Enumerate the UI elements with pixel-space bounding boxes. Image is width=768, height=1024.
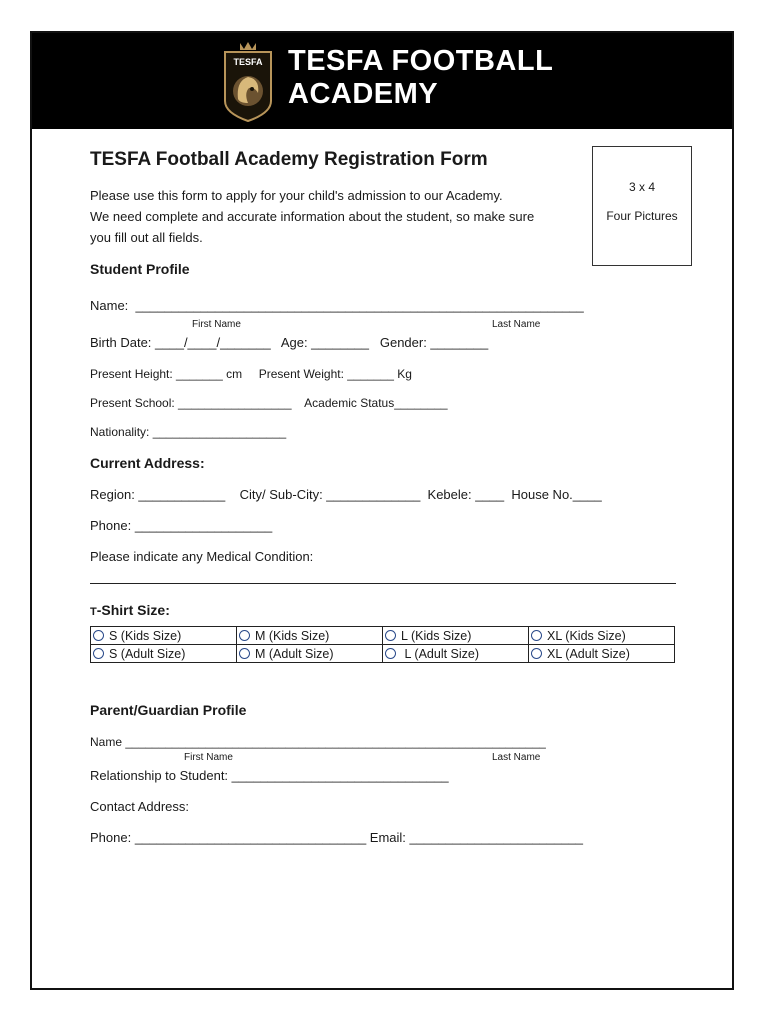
intro-line-2: We need complete and accurate information about the student, so make sure xyxy=(90,209,535,224)
photo-size-label: 3 x 4 xyxy=(628,180,655,194)
tshirt-row-adult xyxy=(91,645,675,663)
parent-first-name-label: First Name xyxy=(184,752,233,763)
medical-condition-label: Please indicate any Medical Condition: xyxy=(90,549,314,564)
size-option-xl-kids[interactable] xyxy=(529,627,675,645)
size-option-l-kids[interactable] xyxy=(383,627,529,645)
current-address-heading: Current Address: xyxy=(90,455,205,471)
intro-line-3: you fill out all fields. xyxy=(90,230,203,245)
size-option-m-kids[interactable] xyxy=(237,627,383,645)
academy-logo-icon xyxy=(222,41,274,123)
tshirt-heading-prefix: T xyxy=(90,606,97,618)
photo-count-label: Four Pictures xyxy=(606,209,678,223)
school-status-field[interactable]: Present School: _________________ Academic Status________ xyxy=(90,396,448,410)
student-profile-heading: Student Profile xyxy=(90,261,190,277)
address-phone-field[interactable]: Phone: ___________________ xyxy=(90,518,273,533)
size-option-label: M (Adult Size) xyxy=(255,646,334,661)
intro-line-1: Please use this form to apply for your child's admission to our Academy. xyxy=(90,188,503,203)
tshirt-size-heading xyxy=(90,602,170,620)
size-option-label: M (Kids Size) xyxy=(255,628,330,643)
parent-last-name-label: Last Name xyxy=(492,752,541,763)
radio-icon[interactable] xyxy=(239,648,250,659)
form-title: TESFA Football Academy Registration Form xyxy=(90,149,488,170)
size-option-label: XL (Kids Size) xyxy=(547,628,626,643)
height-weight-field[interactable]: Present Height: _______ cm Present Weight: _______ Kg xyxy=(90,367,412,381)
parent-name-field[interactable]: Name _______________________________________________________________ xyxy=(90,735,546,749)
relationship-field[interactable]: Relationship to Student: ______________________________ xyxy=(90,768,449,783)
parent-profile-heading: Parent/Guardian Profile xyxy=(90,702,247,718)
svg-text:TESFA: TESFA xyxy=(233,57,263,67)
tshirt-size-table xyxy=(90,626,675,663)
radio-icon[interactable] xyxy=(531,630,542,641)
size-option-label: L (Adult Size) xyxy=(401,646,480,661)
size-option-xl-adult[interactable] xyxy=(529,645,675,663)
size-option-label: S (Kids Size) xyxy=(109,628,182,643)
tshirt-heading-rest: -Shirt Size: xyxy=(96,602,170,618)
tshirt-row-kids xyxy=(91,627,675,645)
size-option-m-adult[interactable] xyxy=(237,645,383,663)
radio-icon[interactable] xyxy=(531,648,542,659)
brand-line-2: ACADEMY xyxy=(288,78,439,110)
parent-phone-email-field[interactable]: Phone: ________________________________ Email: ________________________ xyxy=(90,830,584,845)
radio-icon[interactable] xyxy=(93,630,104,641)
radio-icon[interactable] xyxy=(93,648,104,659)
student-last-name-label: Last Name xyxy=(492,319,541,330)
size-option-l-adult[interactable] xyxy=(383,645,529,663)
student-name-field[interactable]: Name: ______________________________________________________________ xyxy=(90,298,584,313)
medical-condition-line[interactable] xyxy=(90,583,676,584)
contact-address-field[interactable]: Contact Address: xyxy=(90,799,189,814)
size-option-label: L (Kids Size) xyxy=(401,628,472,643)
radio-icon[interactable] xyxy=(385,648,396,659)
nationality-field[interactable]: Nationality: ____________________ xyxy=(90,425,287,439)
birth-age-gender-field[interactable]: Birth Date: ____/____/_______ Age: ________ Gender: ________ xyxy=(90,335,489,350)
brand-name xyxy=(288,45,553,111)
radio-icon[interactable] xyxy=(385,630,396,641)
brand-line-1: TESFA FOOTBALL xyxy=(288,45,554,77)
header-banner xyxy=(32,33,732,129)
form-page xyxy=(30,31,734,990)
radio-icon[interactable] xyxy=(239,630,250,641)
region-address-field[interactable]: Region: ____________ City/ Sub-City: _____________ Kebele: ____ House No.____ xyxy=(90,487,602,502)
size-option-label: S (Adult Size) xyxy=(109,646,186,661)
photo-box xyxy=(592,146,692,266)
size-option-s-adult[interactable] xyxy=(91,645,237,663)
student-first-name-label: First Name xyxy=(192,319,241,330)
size-option-label: XL (Adult Size) xyxy=(547,646,630,661)
size-option-s-kids[interactable] xyxy=(91,627,237,645)
